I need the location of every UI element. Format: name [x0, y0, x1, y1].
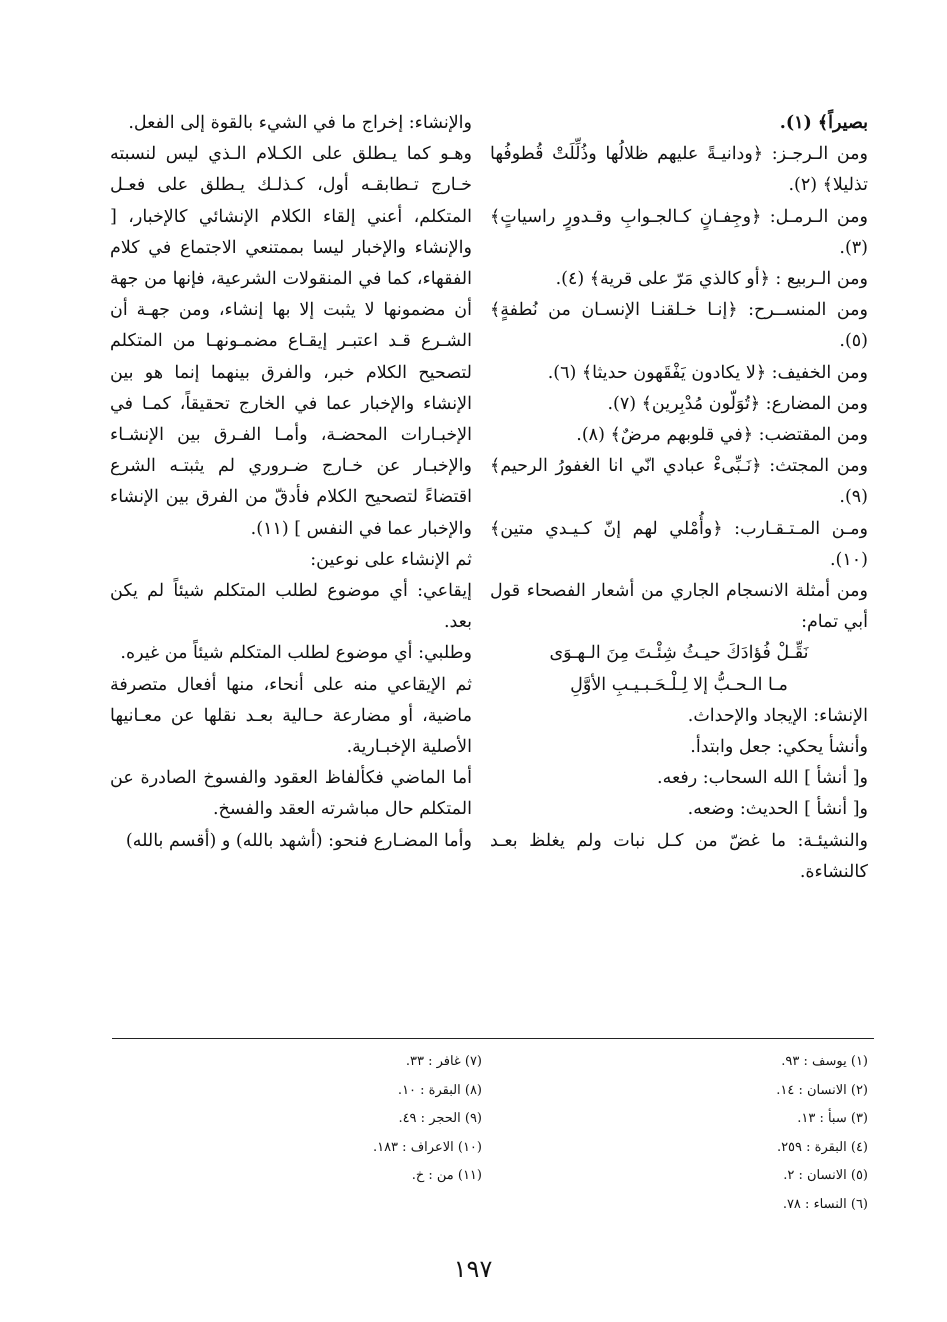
- definition-line: والنشيئـة: ما غضّ من كـل نبات ولم يغلظ بعـد كالنشاءة.: [490, 830, 868, 882]
- paragraph: والإنشاء: إخراج ما في الشيء بالقوة إلى الفعل.: [128, 113, 472, 133]
- paragraph: ومن الـرمـل: ﴿وجِفـانٍ كـالجـوابِ وقـدورٍ راسياتٍ﴾ (٣).: [490, 206, 868, 258]
- paragraph: أما الماضي فكألفاظ العقود والفسوخ الصادرة عن المتكلم حال مباشرته العقد والفسخ.: [110, 768, 472, 820]
- footnote: (٥) الانسان : ٢.: [783, 1168, 868, 1183]
- footnote: (٧) غافر : ٣٣.: [405, 1054, 482, 1069]
- footnotes-right: [620, 1048, 868, 1219]
- paragraph: ومن المقتضب: ﴿في قلوبهم مرضٌ﴾ (٨).: [576, 425, 868, 446]
- footnote: (٦) النساء : ٧٨.: [782, 1196, 868, 1212]
- paragraph: ومن المجتث: ﴿نَـبِّىءْ عبادي انّي انا الغفورُ الرحيم﴾ (٩).: [490, 456, 868, 508]
- right-text-column: [490, 108, 868, 888]
- definition-line: الإنشاء: الإيجاد والإحداث.: [687, 705, 868, 726]
- paragraph-text: بصيراً﴾ (١).: [779, 113, 868, 133]
- footnote: (٣) سبأ : ١٣.: [797, 1111, 868, 1126]
- footnote: (٩) الحجر : ٤٩.: [398, 1111, 482, 1126]
- left-text-column: [110, 108, 472, 857]
- paragraph: ومن الـرجـز: ﴿ودانيـةً عليهم ظلالُها وذُلِّلَتْ قُطوفُها تذليلا﴾ (٢).: [490, 144, 868, 196]
- paragraph: ومن الخفيف: ﴿لا يكادون يَفْقَهون حديثا﴾ (٦).: [547, 362, 868, 383]
- footnote-divider: [112, 1038, 874, 1039]
- page-number: ١٩٧: [453, 1255, 493, 1283]
- paragraph: ومن أمثلة الانسجام الجاري من أشعار الفصحاء قول أبي تمام:: [490, 581, 868, 633]
- footnotes-left: [290, 1048, 482, 1191]
- definition-line: و[ أنشأ ] الحديث: وضعه.: [687, 799, 868, 820]
- paragraph: وطلبي: أي موضوع لطلب المتكلم شيئاً من غيره.: [120, 643, 472, 664]
- paragraph: وهـو كما يـطلق على الكـلام الـذي ليس لنسبته خـارج تـطابقـه أول، كـذلـك يـطلق على فعـل المتكلم، أعني إلقاء الكلام الإنشائي كالإخبار، [ والإنشاء والإخبار ليسا بممتنعي الاجتماع في كلام الفقهاء، كما في المنقولات الشرعية، فإنها من جهة أن مضمونها لا يثبت إلا بها إنشاء، ومن جهـة أن الشـرع قـد اعتبـر إيقـاع مضمـونهـا من المتكلم لتصحيح الكلام خبر، والفرق بينهما إنما هو بين الإنشاء والإخبار عما في الخارج تحقيقاً، كمـا في الإخبـارات المحضـة، وأمـا الفـرق بين الإنشـاء والإخبـار عن خـارج ضـروري لم يثبتـه الشرع اقتضاءً لتصحيح الكلام فأدقّ من الفرق بين الإنشاء والإخبار عما في النفس ] (١١).: [110, 144, 472, 539]
- poem-verse-second: مـا الـحـبُّ إلا لِـلْـحَـبـيـبِ الأوَّلِ: [570, 674, 788, 695]
- paragraph: ومن المضارع: ﴿تُوَلّون مُدْبِرين﴾ (٧).: [607, 393, 868, 414]
- footnote: (٨) البقرة : ١٠.: [397, 1082, 482, 1098]
- footnote: (٢) الانسان : ١٤.: [776, 1082, 868, 1098]
- paragraph: ومن الـربيع : ﴿أو كالذي مَرّ على قرية﴾ (٤).: [555, 269, 868, 290]
- footnote: (١٠) الاعراف : ١٨٣.: [372, 1139, 482, 1155]
- poem-verse-first: نَقِّـلْ فُؤادَكَ حيـثُ شِئْـتَ مِنَ الـهـوَى: [549, 643, 809, 664]
- footnote: (٤) البقرة : ٢٥٩.: [776, 1139, 868, 1155]
- paragraph: [490, 108, 868, 139]
- paragraph: إيقاعي: أي موضوع لطلب المتكلم شيئاً لم يكن بعد.: [110, 581, 472, 633]
- footnote: (١١) من : خ.: [411, 1168, 482, 1183]
- footnote: (١) يوسف : ٩٣.: [781, 1054, 868, 1069]
- paragraph: ثم الإيقاعي منه على أنحاء، منها أفعال متصرفة ماضية، أو مضارعة حـالية بعـد نقلها عن معـانيها الأصلية الإخبـارية.: [110, 674, 472, 758]
- paragraph: ومن المنســرح: ﴿إنـا خـلقنـا الإنسـان من نُطفةٍ﴾ (٥).: [490, 300, 868, 352]
- definition-line: و[ أنشأ ] الله السحاب: رفعه.: [657, 768, 868, 789]
- paragraph: ومـن المـتـقـارب: ﴿وأُمْلي لهم إنّ كـيـدي متين﴾ (١٠).: [490, 518, 868, 570]
- paragraph: ثم الإنشاء على نوعين:: [310, 549, 472, 570]
- paragraph: وأما المضـارع فنحو: (أشهد بالله) و (أقسم بالله): [125, 830, 472, 851]
- definition-line: وأنشأ يحكي: جعل وابتدأ.: [690, 737, 868, 758]
